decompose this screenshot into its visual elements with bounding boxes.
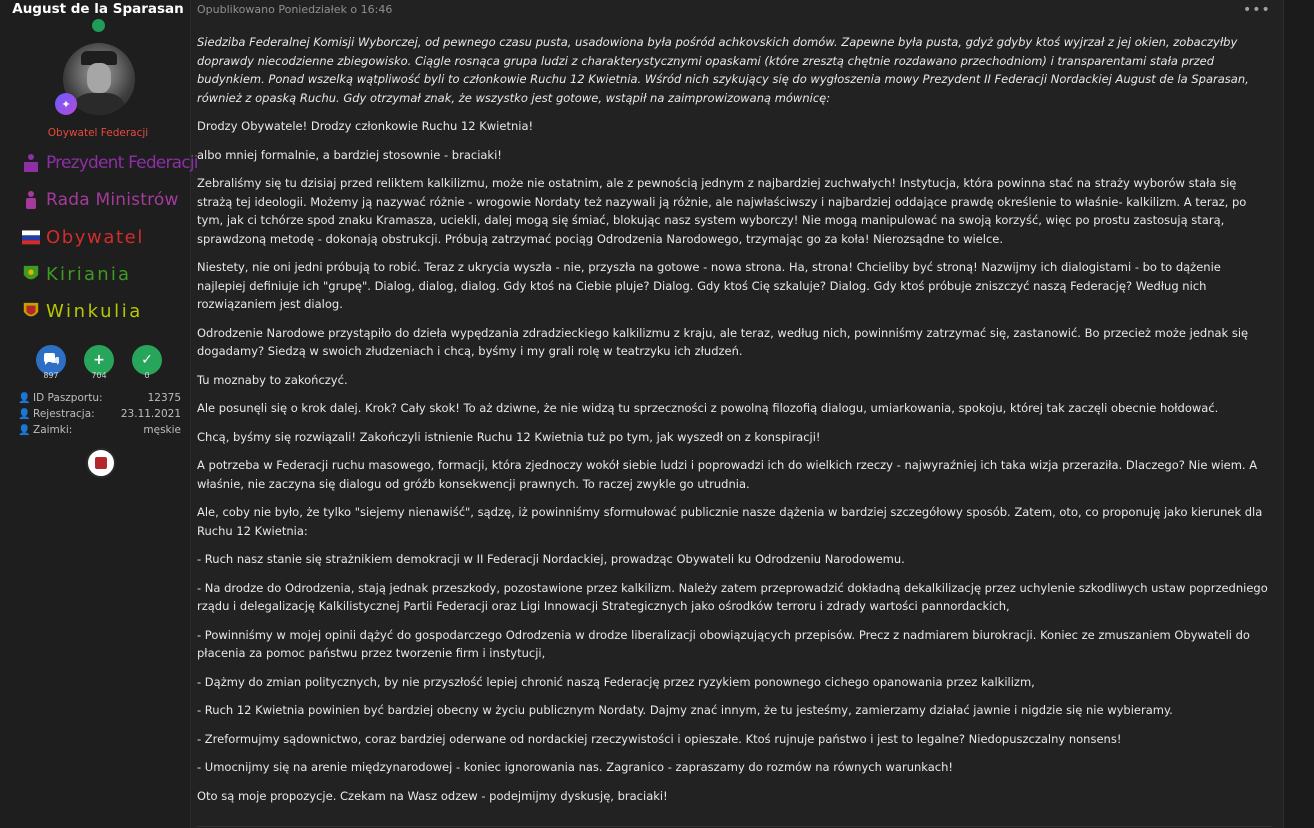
post-paragraph: Drodzy Obywatele! Drodzy członkowie Ruchu 12 Kwietnia! xyxy=(197,119,534,133)
author-name[interactable]: August de la Sparasan xyxy=(12,1,184,17)
post-paragraph: - Powinniśmy w mojej opinii dążyć do gospodarczego Odrodzenia w drodze liberalizacji obowiązujących przepisów. Precz z nadmiarem biurokracji. Koniec ze zmuszaniem Obywateli do płacenia za pomoc państwu przez tworzenie firm i instytucji, xyxy=(197,627,1250,660)
post-paragraph: Oto są moje propozycje. Czekam na Wasz odzew - podejmijmy dyskusję, braciaki! xyxy=(197,788,668,803)
role-obywatel xyxy=(22,224,144,250)
more-options-icon[interactable]: ••• xyxy=(1243,2,1271,18)
info-value: męskie xyxy=(143,424,181,436)
avatar-coat xyxy=(71,93,127,115)
post-paragraph: A potrzeba w Federacji ruchu masowego, formacji, która zjednoczy wokół siebie ludzi i poprowadzi ich do wielkich rzeczy - najwyraźniej ich taka wizja przeraziła. Dlaczego? Nie wiem. A właśnie, nie zaczyna się dialogu od gróźb konsekwencji prawnych. To raczej zwykle go utrudnia. xyxy=(197,458,1258,491)
post-paragraph: - Umocnijmy się na arenie międzynarodowej - koniec ignorowania nas. Zagranico - zapraszamy do rozmów na równych warunkach! xyxy=(197,760,954,774)
reputation-plus-icon[interactable]: + xyxy=(84,345,114,375)
post-paragraph: - Dążmy do zmian politycznych, by nie przyszłość lepiej chronić naszą Federację przez ryzykiem ponownego cichego opanowania przez kalkilizm, xyxy=(197,674,1035,689)
shield-icon xyxy=(22,300,40,322)
post-paragraph: Zebraliśmy się tu dzisiaj przed reliktem kalkilizmu, może nie ostatnim, ale z pewnością jednym z najbardziej zuchwałych! Instytucja, która powinna stać na straży wyborów stała się strażą tej ideologii. Możemy ją nazywać różnie - wrogowie Nordaty też nazywali ją różnie, ale najwłaściwszy i najbardziej oddające prawdę określenie to właśnie- kalkilizm. A teraz, po tym, jak ci tchórze spod znaku Kramasza, uciekli, dalej mogą się śmiać, blokując nasz system wyborczy! Nie mogą manipulować na swoją korzyść, więc po prostu zastosują starą, sprawdzoną metodę - dokonają obstrukcji. Próbują zatrzymać pociąg Odrodzenia Narodowego, trzymając go za koła! Nierozsądne to wielce. xyxy=(197,176,1247,246)
role-winkulia xyxy=(22,298,143,324)
user-icon: 👤 xyxy=(18,392,31,404)
podium-icon xyxy=(22,152,40,174)
reputation-count: 704 xyxy=(91,371,107,380)
crest-icon xyxy=(22,263,40,285)
post-paragraph: Ale, coby nie było, że tylko "siejemy nienawiść", sądzę, iż powinniśmy sformułować publicznie nasze dążenia w bardziej szczegółowy sposób. Zatem, oto, co proponuję jako kierunek dla Ruchu 12 Kwietnia: xyxy=(197,505,1263,538)
role-rada-ministrow xyxy=(22,187,179,213)
post-paragraphs xyxy=(197,117,1272,805)
post-paragraph: - Ruch 12 Kwietnia powinien być bardziej obecny w życiu publicznym Nordaty. Dajmy znać innym, że tu jesteśmy, zamierzamy działać jawnie i nigdzie się nie wybieramy. xyxy=(197,703,1173,717)
post-paragraph: albo mniej formalnie, a bardziej stosownie - braciaki! xyxy=(197,147,502,162)
post-paragraph: Odrodzenie Narodowe przystąpiło do dzieła wypędzania zdradzieckiego kalkilizmu z kraju, ale teraz, według nich, powinniśmy zatrzymać się, zastanowić. Bo przecież może jednak się dogadamy? Siedzą w swoich złudzeniach i chcą, byśmy i my grali rolę w teatrzyku ich złudzeń. xyxy=(197,325,1249,358)
person-icon xyxy=(22,189,40,211)
role-label: Prezydent Federacji xyxy=(46,153,198,173)
post-paragraph: Tu moznaby to zakończyć. xyxy=(197,372,348,387)
post-paragraph: Niestety, nie oni jedni próbują to robić. Teraz z ukrycia wyszła - nie, przyszła na gotowe - nowa strona. Ha, strona! Chcieliby być stroną! Nazwijmy ich dialogistami - bo to dążenie najlepiej definiuje ich "grupę". Dialog, dialog, dialog. Gdy ktoś na Ciebie pluje? Dialog. Gdy ktoś Cię szkaluje? Dialog. Gdy ktoś próbuje zniszczyć naszą Federację? Według nich rozwiązaniem jest dialog. xyxy=(197,260,1221,311)
post-date[interactable]: Opublikowano Poniedziałek o 16:46 xyxy=(197,3,393,16)
post-paragraph: - Na drodze do Odrodzenia, stają jednak przeszkody, pozostawione przez kalkilizm. Należy zatem przeprowadzić dokładną dekalkilizację przez uchylenie szkodliwych ustaw poprzedniego rządu i delegalizację Kalkilistycznej Partii Federacji oraz Ligi Innowacji Strategicznych jako ośrodków terroru i zdrady wartości pannordackich, xyxy=(197,580,1268,613)
post-content xyxy=(197,33,1272,815)
solutions-check-icon[interactable]: ✓ xyxy=(132,345,162,375)
user-rank: Obywatel Federacji xyxy=(47,127,149,139)
posts-count: 897 xyxy=(43,371,59,380)
avatar-face xyxy=(87,63,111,93)
author-sidebar xyxy=(0,0,198,828)
post-intro: Siedziba Federalnej Komisji Wyborczej, od pewnego czasu pusta, usadowiona była pośród achkovskich domów. Zapewne była pusta, gdyż gdyby ktoś wyjrzał z jej okien, zobaczyłby doprawdy niecodzienne zbiegowisko. Ciągle rosnąca grupa ludzi z charakterystycznymi opaskami (które zresztą chętnie rozdawano przechodniom) i transparentami stała przed budynkiem. Ponad wszelką wątpliwość byli to członkowie Ruchu 12 Kwietnia. Wśród nich szykujący się do wygłoszenia mowy Prezydent II Federacji Nordackiej August de la Sparasan, również z opaską Ruchu. Gdy otrzymał znak, że wszystko jest gotowe, wstąpił na zaimprowizowaną mównicę: xyxy=(197,35,1249,105)
flag-icon xyxy=(22,226,40,248)
post-paragraph: - Zreformujmy sądownictwo, coraz bardziej oderwane od nordackiej rzeczywistości i opieszałe. Ktoś rujnuje państwo i jest to legalne? Niedopuszczalny nonsens! xyxy=(197,731,1122,746)
organization-emblem-icon[interactable] xyxy=(86,448,116,478)
info-value: 23.11.2021 xyxy=(120,408,181,420)
post-paragraph: - Ruch nasz stanie się strażnikiem demokracji w II Federacji Nordackiej, prowadząc Obywateli ku Odrodzeniu Narodowemu. xyxy=(197,552,905,566)
info-registration: 👤 Rejestracja: 23.11.2021 xyxy=(18,408,181,420)
group-badge-icon: ✦ xyxy=(55,93,77,115)
user-plus-icon: 👤 xyxy=(18,408,31,420)
post-paragraph: Chcą, byśmy się rozwiązali! Zakończyli istnienie Ruchu 12 Kwietnia tuż po tym, jak wyszedł on z konspiracji! xyxy=(197,429,821,444)
role-kiriania xyxy=(22,261,131,287)
solutions-count: 0 xyxy=(144,371,150,380)
role-prezydent xyxy=(22,150,198,176)
user-icon: 👤 xyxy=(18,424,31,436)
post-divider xyxy=(197,826,1272,827)
role-label: Kiriania xyxy=(46,263,132,285)
role-label: Winkulia xyxy=(46,300,143,322)
role-label: Rada Ministrów xyxy=(46,190,179,210)
online-indicator xyxy=(92,19,105,32)
role-label: Obywatel xyxy=(46,226,144,248)
info-passport-id: 👤 ID Paszportu: 12375 xyxy=(18,392,181,404)
post-paragraph: Ale posunęli się o krok dalej. Krok? Cały skok! To aż dziwne, że nie widzą tu sprzeczności z powolną filozofią dialogu, umiarkowania, spokoju, której tak zaczęli obecnie hołdować. xyxy=(197,401,1219,415)
info-value: 12375 xyxy=(147,392,181,404)
info-pronouns: 👤 Zaimki: męskie xyxy=(18,424,181,436)
